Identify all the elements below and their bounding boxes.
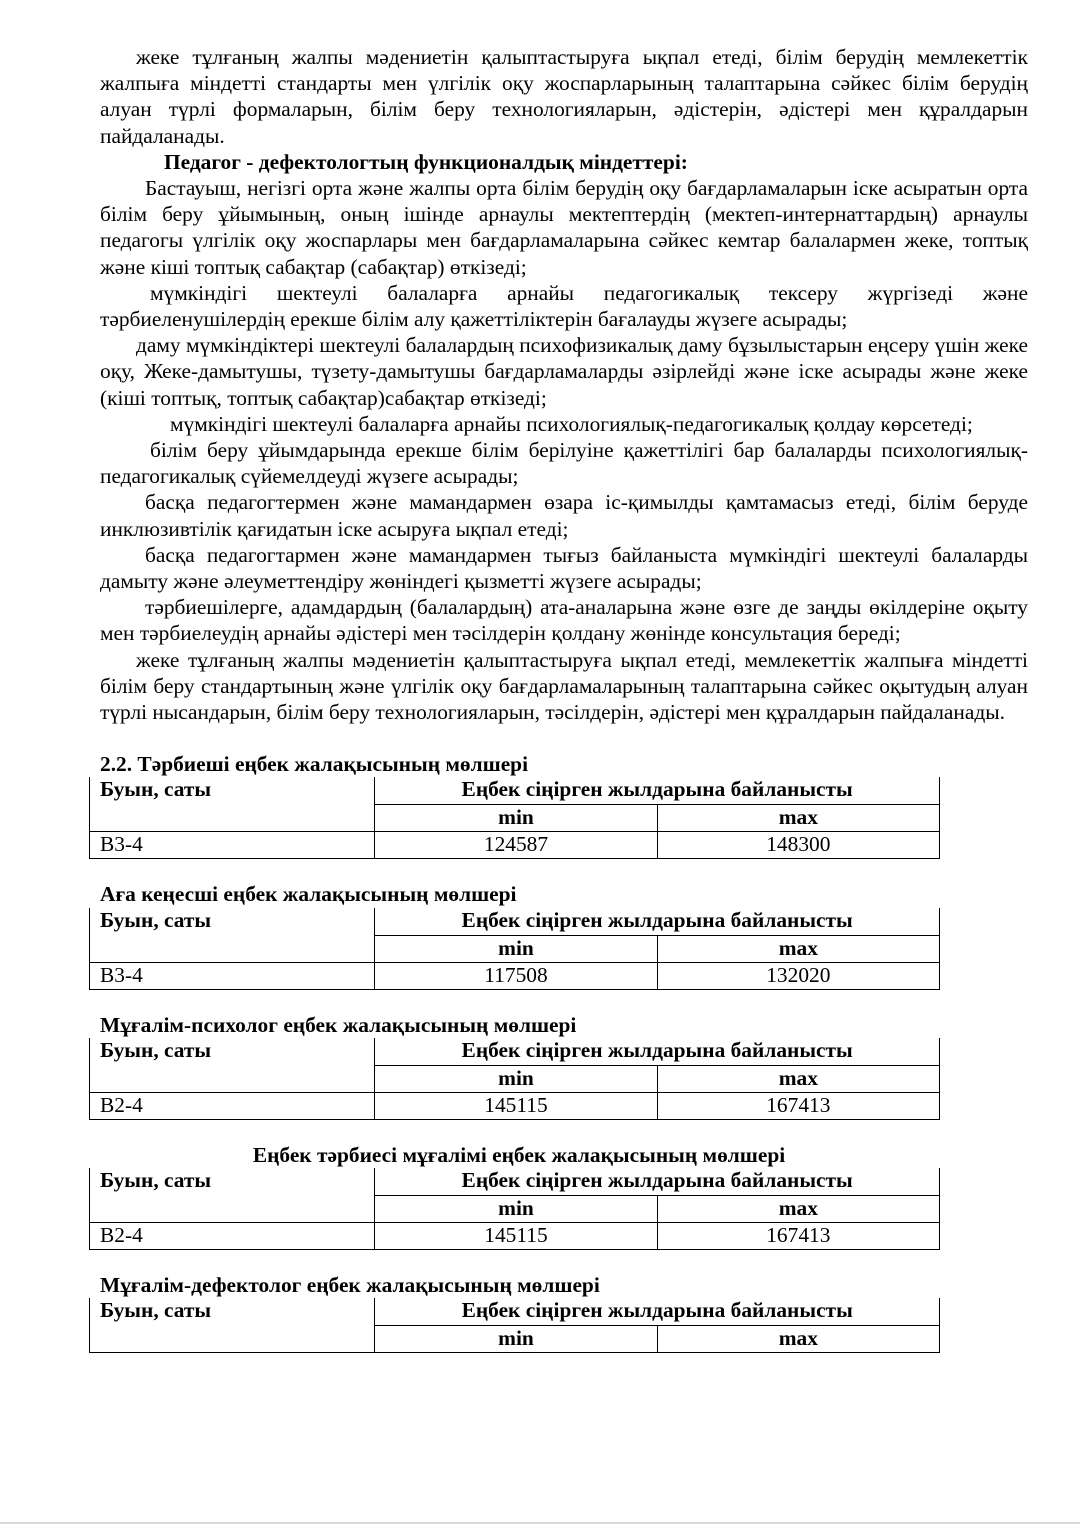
- table-title: Еңбек тәрбиесі мұғалімі еңбек жалақысының мөлшері: [252, 1142, 786, 1167]
- experience-header: Еңбек сіңірген жылдарына байланысты: [375, 1168, 940, 1196]
- max-value: 132020: [657, 962, 939, 989]
- max-header: max: [657, 805, 939, 832]
- table-title: Мұғалім-психолог еңбек жалақысының мөлшері: [100, 1012, 577, 1037]
- grade-header: Буын, саты: [90, 1168, 375, 1196]
- paragraph: жеке тұлғаның жалпы мәдениетін қалыптастыруға ықпал етеді, білім берудің мемлекеттік жалпыға міндетті стандарты мен үлгілік оқу жоспарларының талаптарына сәйкес білім берудің алуан түрлі формаларын, білім беру технологияларын, әдістерін, әдістері мен құралдарын пайдаланады.: [100, 45, 1028, 148]
- max-value: 167413: [657, 1092, 939, 1119]
- salary-block-labor-teacher: [100, 1142, 1028, 1250]
- min-header: min: [375, 1326, 657, 1353]
- min-value: 124587: [375, 832, 657, 859]
- document-body: [100, 44, 1028, 1353]
- salary-block-teacher-psychologist: [100, 1012, 1028, 1120]
- max-value: 167413: [657, 1223, 939, 1250]
- grade-header: Буын, саты: [90, 1298, 375, 1326]
- section-heading: Педагог - дефектологтың функционалдық міндеттері:: [164, 149, 688, 174]
- experience-header: Еңбек сіңірген жылдарына байланысты: [375, 1038, 940, 1066]
- max-header: max: [657, 1196, 939, 1223]
- max-header: max: [657, 1065, 939, 1092]
- grade-header: Буын, саты: [90, 777, 375, 805]
- min-header: min: [375, 805, 657, 832]
- salary-table: [89, 908, 940, 990]
- salary-block-educator: [100, 751, 1028, 859]
- salary-table: [89, 1168, 940, 1250]
- table-title: Аға кеңесші еңбек жалақысының мөлшері: [100, 882, 517, 907]
- grade-header: Буын, саты: [90, 908, 375, 936]
- paragraph: Бастауыш, негізгі орта және жалпы орта білім берудің оқу бағдарламаларын іске асыратын орта білім беру ұйымының, оның ішінде арнаулы мектептердің (мектеп-интернаттардың) арнаулы педагогы үлгілік оқу жоспарлары мен бағдарламаларына сәйкес кемтар балалармен жеке, топтық және кіші топтық сабақтар (сабақтар) өткізеді;: [100, 176, 1028, 279]
- paragraph: басқа педагогтармен және мамандармен тығыз байланыста мүмкіндігі шектеулі балаларды дамыту және әлеуметтендіру жөніндегі қызметті жүзеге асырады;: [100, 542, 1028, 594]
- salary-table: [89, 1038, 940, 1120]
- salary-table: [89, 777, 940, 859]
- paragraph: білім беру ұйымдарында ерекше білім берілуіне қажеттілігі бар балаларды психологиялық-педагогикалық сүйемелдеуді жүзеге асырады;: [100, 438, 1028, 489]
- experience-header: Еңбек сіңірген жылдарына байланысты: [375, 908, 940, 936]
- experience-header: Еңбек сіңірген жылдарына байланысты: [375, 777, 940, 805]
- paragraph: басқа педагогтермен және мамандармен өзара іс-қимылды қамтамасыз етеді, білім беруде инклюзивтілік қағидатын іске асыруға ықпал етеді;: [100, 490, 1028, 541]
- grade-cell: В3-4: [90, 832, 375, 859]
- salary-block-teacher-defectologist: [100, 1272, 1028, 1353]
- min-value: 145115: [375, 1223, 657, 1250]
- paragraph: тәрбиешілерге, адамдардың (балалардың) ата-аналарына және өзге де заңды өкілдеріне оқыту мен тәрбиелеудің арнайы әдістері мен тәсілдерін қолдану жөнінде консультация береді;: [100, 595, 1028, 646]
- grade-header: Буын, саты: [90, 1038, 375, 1066]
- min-header: min: [375, 935, 657, 962]
- experience-header: Еңбек сіңірген жылдарына байланысты: [375, 1298, 940, 1326]
- max-value: 148300: [657, 832, 939, 859]
- paragraph: даму мүмкіндіктері шектеулі балалардың психофизикалық даму бұзылыстарын еңсеру үшін жеке оқу, Жеке-дамытушы, түзету-дамытушы бағдарламаларды әзірлейді және іске асырады және жеке (кіші топтық, топтық сабақтар)сабақтар өткізеді;: [100, 333, 1028, 410]
- paragraph: жеке тұлғаның жалпы мәдениетін қалыптастыруға ықпал етеді, мемлекеттік жалпыға міндетті білім беру стандартының және үлгілік оқу бағдарламаларының талаптарына сәйкес оқытудың алуан түрлі нысандарын, білім беру технологияларын, тәсілдерін, әдістері мен құралдарын пайдаланады.: [100, 647, 1028, 725]
- min-header: min: [375, 1196, 657, 1223]
- min-header: min: [375, 1065, 657, 1092]
- salary-table: [89, 1298, 940, 1353]
- salary-block-senior-counselor: [100, 881, 1028, 989]
- grade-cell: В2-4: [90, 1092, 375, 1119]
- grade-cell: В2-4: [90, 1223, 375, 1250]
- max-header: max: [657, 1326, 939, 1353]
- min-value: 117508: [375, 962, 657, 989]
- max-header: max: [657, 935, 939, 962]
- table-title: 2.2. Тәрбиеші еңбек жалақысының мөлшері: [100, 752, 529, 777]
- table-title: Мұғалім-дефектолог еңбек жалақысының мөлшері: [100, 1273, 600, 1298]
- paragraph: мүмкіндігі шектеулі балаларға арнайы психологиялық-педагогикалық қолдау көрсетеді;: [170, 411, 973, 436]
- paragraph: мүмкіндігі шектеулі балаларға арнайы педагогикалық тексеру жүргізеді және тәрбиеленушілердің ерекше білім алу қажеттіліктерін бағалауды жүзеге асырады;: [100, 280, 1028, 332]
- min-value: 145115: [375, 1092, 657, 1119]
- grade-cell: В3-4: [90, 962, 375, 989]
